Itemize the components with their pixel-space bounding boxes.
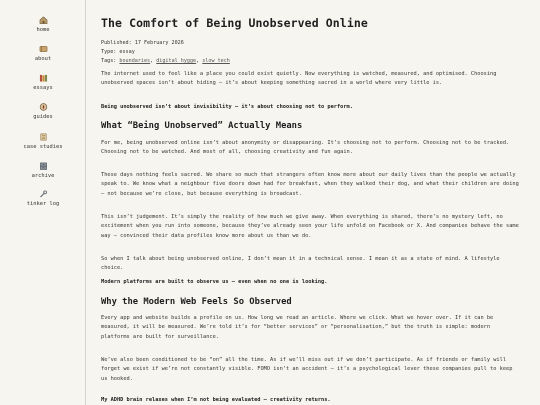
sidebar-item-label: about [34, 56, 52, 62]
paragraph: The internet used to feel like a place you could exist quietly. Now everything is watched, measured, and optimised. Choosing unobserved spaces isn’t about hiding – it’s about keeping something sacred in a world where very little is. [101, 71, 497, 87]
type-label: Type: [101, 49, 117, 55]
sidebar-item-label: essays [33, 85, 53, 91]
tag-link[interactable]: slow tech [202, 58, 230, 64]
sidebar-item-tinker-log[interactable] [0, 190, 86, 207]
sidebar-item-guides[interactable] [0, 103, 86, 120]
sidebar-item-home[interactable] [0, 16, 86, 33]
published-date: 17 February 2026 [134, 40, 184, 46]
tag-link[interactable]: digital hygge [156, 58, 197, 64]
tags-meta: Tags: boundaries, digital hygge, slow tech [101, 58, 230, 64]
type-meta [101, 49, 135, 55]
sidebar-item-label: archive [31, 173, 55, 179]
paragraph: Every app and website builds a profile on us. How long we read an article. Where we click. What we hover over. If it can be measured, it will be measured. We’re told it’s for “better services” or “personalisation,” but the truth is simple: modern platforms are built for surveillance. [101, 315, 494, 340]
tags-label: Tags: [101, 58, 117, 64]
pull-quote: My ADHD brain relaxes when I’m not being evaluated – creativity returns. [101, 397, 331, 403]
sidebar-item-label: home [36, 27, 50, 33]
paragraph: This isn’t judgement. It’s simply the reality of how much we give away. When everything is shared, there’s no mystery left, no excitement when you run into someone, because they’ve already seen your life unfold on Facebook or X. And companies behave the same way – convinced their data profiles know more about us than we do. [101, 214, 519, 239]
published-label: Published: [101, 40, 132, 46]
scroll-icon [39, 133, 48, 141]
tag-link[interactable]: boundaries [119, 58, 151, 64]
paragraph: So when I talk about being unobserved online, I don’t mean it in a technical sense. I mean it as a state of mind. A lifestyle choice. [101, 256, 500, 272]
section-heading: Why the Modern Web Feels So Observed [101, 297, 292, 307]
sidebar-nav [0, 0, 86, 405]
notebook-icon [39, 45, 48, 53]
pull-quote: Being unobserved isn’t about invisibility – it’s about choosing not to perform. [101, 104, 353, 110]
paragraph: For me, being unobserved online isn’t about anonymity or disappearing. It’s choosing not to perform. Choosing not to be tracked. Choosing not to be watched. And most of all, choosing creativity and fun again. [101, 140, 510, 156]
books-icon [39, 74, 48, 82]
house-icon [39, 16, 48, 24]
compass-icon [39, 103, 48, 111]
type-value: essay [119, 49, 135, 55]
sidebar-item-label: guides [33, 114, 53, 120]
published-meta [101, 40, 184, 46]
sidebar-item-label: tinker log [26, 201, 60, 207]
page-title: The Comfort of Being Unobserved Online [101, 16, 368, 30]
wrench-icon [39, 190, 48, 198]
sidebar-item-about[interactable] [0, 45, 86, 62]
sidebar-item-essays[interactable] [0, 74, 86, 91]
sidebar-item-case-studies[interactable] [0, 133, 86, 150]
sidebar-item-archive[interactable] [0, 162, 86, 179]
section-heading: What “Being Unobserved” Actually Means [101, 121, 303, 131]
paragraph: These days nothing feels sacred. We share so much that strangers often know more about our daily lives than the people we actually speak to. We know what a neighbour five doors down had for breakfast, when they walked their dog, and what their children are doing – not because we’re close, but because everything is broadcast. [101, 172, 519, 197]
pull-quote: Modern platforms are built to observe us – even when no one is looking. [101, 279, 328, 285]
paragraph: We’ve also been conditioned to be “on” all the time. As if we’ll miss out if we don’t participate. As if friends or family will forget we exist if we’re not constantly visible. FOMO isn’t an accident – it’s a psychological lever these companies pull to keep us hooked. [101, 357, 513, 382]
sidebar-item-label: case studies [23, 144, 63, 150]
article [101, 0, 531, 405]
cabinet-icon [39, 162, 48, 170]
